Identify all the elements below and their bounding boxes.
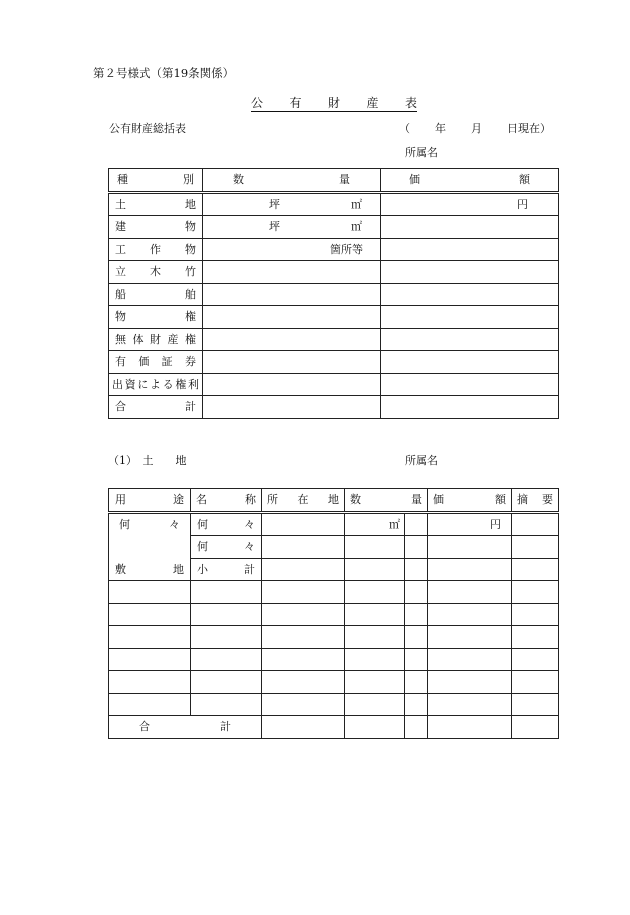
value-cell (381, 351, 559, 374)
value-cell (381, 261, 559, 284)
quantity-fraction-cell (405, 581, 428, 604)
value-cell: 円 (428, 512, 512, 536)
remarks-cell (512, 648, 559, 671)
kind-cell: 立木竹 (109, 261, 203, 284)
location-cell (262, 512, 345, 536)
quantity-fraction-cell (405, 536, 428, 559)
name-cell: 何々 (191, 536, 262, 559)
table-row (109, 626, 559, 649)
use-cell (109, 581, 191, 604)
unit-tsubo: 坪 (269, 220, 280, 233)
header-use: 用途 (109, 489, 191, 513)
summary-table (108, 168, 559, 419)
remarks-cell (512, 512, 559, 536)
header-quantity: 数量 (345, 489, 428, 513)
quantity-cell (203, 328, 381, 351)
location-cell (262, 648, 345, 671)
header-value: 価額 (428, 489, 512, 513)
title-char: 公 (251, 96, 264, 110)
value-cell (428, 558, 512, 581)
table-row (109, 693, 559, 716)
department-label: 所属名 (405, 146, 438, 159)
value-cell (381, 396, 559, 419)
value-cell: 円 (381, 192, 559, 216)
table-row (109, 328, 559, 351)
name-cell (191, 671, 262, 694)
remarks-cell (512, 536, 559, 559)
quantity-cell (203, 192, 381, 216)
value-cell (381, 306, 559, 329)
value-cell (428, 581, 512, 604)
value-cell (381, 373, 559, 396)
use-cell: 何々 (109, 512, 191, 536)
quantity-cell (203, 238, 381, 261)
value-cell (381, 328, 559, 351)
date-open: （ (399, 122, 410, 135)
date-day: 日現在） (507, 122, 551, 135)
table-row (109, 192, 559, 216)
quantity-cell (203, 396, 381, 419)
table-row (109, 238, 559, 261)
quantity-cell (345, 693, 405, 716)
table-row (109, 396, 559, 419)
section-heading: （1） 土 地 (108, 454, 187, 467)
name-cell: 何々 (191, 512, 262, 536)
kind-cell: 無体財産権 (109, 328, 203, 351)
quantity-fraction-cell (405, 603, 428, 626)
table-row (109, 283, 559, 306)
table-header-row (109, 169, 559, 193)
use-cell (109, 626, 191, 649)
quantity-cell (203, 216, 381, 239)
quantity-cell (345, 716, 405, 739)
header-remarks: 摘要 (512, 489, 559, 513)
title-char: 有 (289, 96, 302, 110)
value-cell (428, 536, 512, 559)
form-number: 第２号様式（第19条関係） (93, 66, 235, 80)
location-cell (262, 716, 345, 739)
location-cell (262, 581, 345, 604)
quantity-fraction-cell (405, 558, 428, 581)
quantity-fraction-cell (405, 716, 428, 739)
table-row (109, 648, 559, 671)
value-cell (428, 693, 512, 716)
name-cell (191, 603, 262, 626)
remarks-cell (512, 626, 559, 649)
use-cell (109, 693, 191, 716)
name-cell (191, 581, 262, 604)
kind-cell: 工作物 (109, 238, 203, 261)
kind-cell: 出資による権利 (109, 373, 203, 396)
remarks-cell (512, 603, 559, 626)
table-row (109, 512, 559, 536)
land-table (108, 488, 559, 739)
quantity-fraction-cell (405, 671, 428, 694)
quantity-cell (345, 671, 405, 694)
page-title (251, 97, 417, 112)
table-row (109, 351, 559, 374)
value-cell (381, 216, 559, 239)
date-line (399, 123, 551, 134)
use-cell: 敷地 (109, 558, 191, 581)
unit-m2: ㎡ (351, 197, 362, 211)
quantity-cell (345, 626, 405, 649)
remarks-cell (512, 671, 559, 694)
header-name: 名称 (191, 489, 262, 513)
quantity-fraction-cell (405, 512, 428, 536)
date-month: 月 (471, 122, 482, 135)
header-location: 所在地 (262, 489, 345, 513)
table-total-row (109, 716, 559, 739)
table-row (109, 603, 559, 626)
table-row (109, 216, 559, 239)
location-cell (262, 626, 345, 649)
table-row (109, 306, 559, 329)
date-year: 年 (435, 122, 446, 135)
kind-cell: 有価証券 (109, 351, 203, 374)
kind-cell: 船舶 (109, 283, 203, 306)
name-cell (191, 648, 262, 671)
location-cell (262, 671, 345, 694)
table-row (109, 558, 559, 581)
location-cell (262, 693, 345, 716)
value-cell (428, 626, 512, 649)
name-cell (191, 693, 262, 716)
table-row (109, 671, 559, 694)
quantity-fraction-cell (405, 648, 428, 671)
subtitle: 公有財産総括表 (109, 122, 186, 135)
name-cell (191, 626, 262, 649)
title-char: 表 (404, 96, 417, 110)
header-kind: 種別 (109, 169, 203, 193)
table-row (109, 536, 559, 559)
quantity-cell (203, 306, 381, 329)
remarks-cell (512, 716, 559, 739)
value-cell (428, 671, 512, 694)
unit-locations: 箇所等 (330, 242, 363, 256)
table-row (109, 373, 559, 396)
name-cell: 小計 (191, 558, 262, 581)
quantity-cell (345, 648, 405, 671)
remarks-cell (512, 693, 559, 716)
quantity-fraction-cell (405, 693, 428, 716)
quantity-cell: ㎡ (345, 512, 405, 536)
quantity-cell (345, 603, 405, 626)
kind-cell: 物権 (109, 306, 203, 329)
use-cell (109, 671, 191, 694)
header-value: 価額 (381, 169, 559, 193)
location-cell (262, 536, 345, 559)
department-label: 所属名 (405, 454, 438, 467)
remarks-cell (512, 581, 559, 604)
title-char: 財 (327, 96, 340, 110)
header-quantity: 数量 (203, 169, 381, 193)
table-header-row (109, 489, 559, 513)
quantity-cell (203, 373, 381, 396)
quantity-cell (203, 283, 381, 306)
value-cell (428, 603, 512, 626)
table-row (109, 261, 559, 284)
quantity-cell (345, 558, 405, 581)
quantity-cell (203, 261, 381, 284)
kind-cell: 建物 (109, 216, 203, 239)
kind-cell: 土地 (109, 192, 203, 216)
value-cell (428, 716, 512, 739)
use-cell (109, 603, 191, 626)
title-char: 産 (366, 96, 379, 110)
quantity-cell (203, 351, 381, 374)
unit-tsubo: 坪 (269, 197, 280, 211)
value-cell (381, 283, 559, 306)
table-row (109, 581, 559, 604)
quantity-cell (345, 536, 405, 559)
use-cell (109, 536, 191, 559)
value-cell (381, 238, 559, 261)
total-label: 合計 (109, 716, 262, 739)
location-cell (262, 558, 345, 581)
quantity-fraction-cell (405, 626, 428, 649)
kind-cell: 合計 (109, 396, 203, 419)
remarks-cell (512, 558, 559, 581)
value-cell (428, 648, 512, 671)
use-cell (109, 648, 191, 671)
unit-m2: ㎡ (351, 220, 362, 233)
quantity-cell (345, 581, 405, 604)
location-cell (262, 603, 345, 626)
